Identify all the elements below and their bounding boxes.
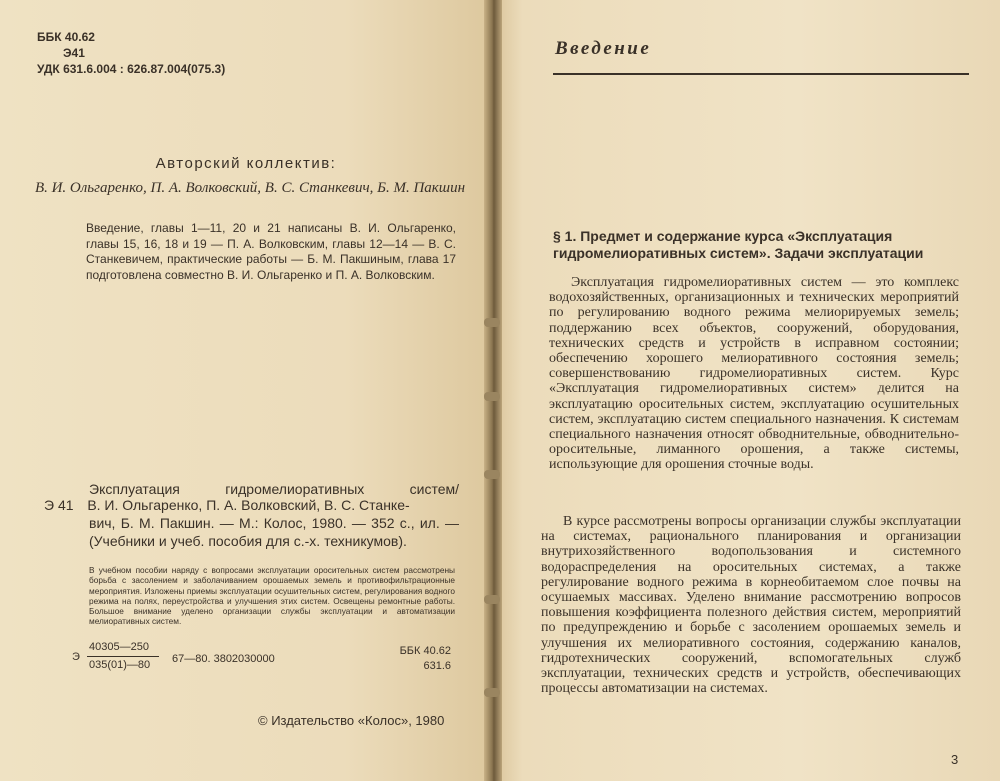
section-title: § 1. Предмет и содержание курса «Эксплуатация гидромелиоративных систем». Задачи эксплуатации [553,228,924,261]
page-number: 3 [951,752,959,767]
binding-stitch [484,595,500,604]
index-numerator: 40305—250 [89,641,149,653]
classification-code: 631.6 [423,660,451,672]
index-denominator: 035(01)—80 [89,659,151,671]
chapter-title: Введение [555,38,652,59]
catalog-details: вич, Б. М. Пакшин. — М.: Колос, 1980. — 352 с., ил. — (Учебники и учеб. пособия для с.-х. техникумов). [89,515,459,549]
udk-code: УДК 631.6.004 : 626.87.004(075.3) [37,62,226,76]
bbk-code-bottom [385,644,451,674]
catalog-authors-line [44,496,410,514]
bbk-code-line: ББК 40.62 [399,645,451,657]
binding-stitch [484,688,500,697]
authors-list: В. И. Ольгаренко, П. А. Волковский, В. С. Станкевич, Б. М. Пакшин [34,180,466,196]
catalog-prefix: Э 41 [44,497,74,513]
catalog-title-line: Эксплуатация гидромелиоративных систем/ [89,481,459,497]
binding-stitch [484,392,500,401]
authorship-credits: Введение, главы 1—11, 20 и 21 написаны В. И. Ольгаренко, главы 15, 16, 18 и 19 — П. А. Волковским, главы 12—14 — В. С. Станкевичем, практические работы — Б. М. Пакшиным, глава 17 подготовлена совместно В. И. Ольгаренко и П. А. Волковским. [86,221,456,282]
collective-title: Авторский коллектив: [155,155,337,172]
book-annotation: В учебном пособии наряду с вопросами эксплуатации оросительных систем рассмотрены борьба с засолением и заболачиванием орошаемых земель и противофильтрационные мероприятия. Изложены приемы эксплуатации осушительных систем, регулирования водного режима на полях, переустройства и улучшения этих систем. Освещены ремонтные работы. Большое внимание уделено организации службы эксплуатации и автоматизации мелиоративных систем. [89,565,455,627]
paragraph-2: В курсе рассмотрены вопросы организации службы эксплуатации на системах, рационального планирования и организации внутрихозяйственного водопользования и системного водораспределения на оросительных системах, а также регулирование водного режима в корнеобитаемом слое почвы на осушаемых массивах. Уделено внимание рассмотрению вопросов повышения коэффициента полезного действия систем, мероприятий по предупреждению и борьбе с засолением орошаемых земель и улучшения их мелиоративного состояния, содержанию каналов, гидротехнических сооружений, вспомогательных служб эксплуатации, технических средств и устройств, обеспечивающих процессы автоматизации на системах. [541,514,961,697]
copyright-notice: © Издательство «Колос», 1980 [258,713,445,728]
binding-stitch [484,470,500,479]
chapter-rule [553,73,969,75]
index-prefix: Э [72,651,80,663]
bbk-code: ББК 40.62 [37,30,95,44]
catalog-authors: В. И. Ольгаренко, П. А. Волковский, В. С. Станке- [87,497,410,513]
binding-stitch [484,318,500,327]
paragraph-1: Эксплуатация гидромелиоративных систем — это комплекс водохозяйственных, организационных и технических мероприятий по регулированию водного режима мелиорируемых земель; поддержанию всех объектов, сооружений, оборудования, технических средств и устройств в исправном состоянии; обеспечению хорошего мелиоративного состояния земель; совершенствованию гидромелиоративных систем. Курс «Эксплуатация гидромелиоративных систем» делится на эксплуатацию оросительных систем, эксплуатацию осушительных систем, эксплуатацию систем специального назначения. К системам специального назначения относят обводнительные, обводнительно-оросительные, лиманного орошения, а также системы, использующие для орошения сточные воды. [549,275,959,473]
bbk-header [37,29,225,77]
isbn-code: 67—80. 3802030000 [172,653,275,665]
fraction-bar [87,656,159,657]
book-spine [484,0,502,781]
author-mark: Э41 [63,46,85,60]
